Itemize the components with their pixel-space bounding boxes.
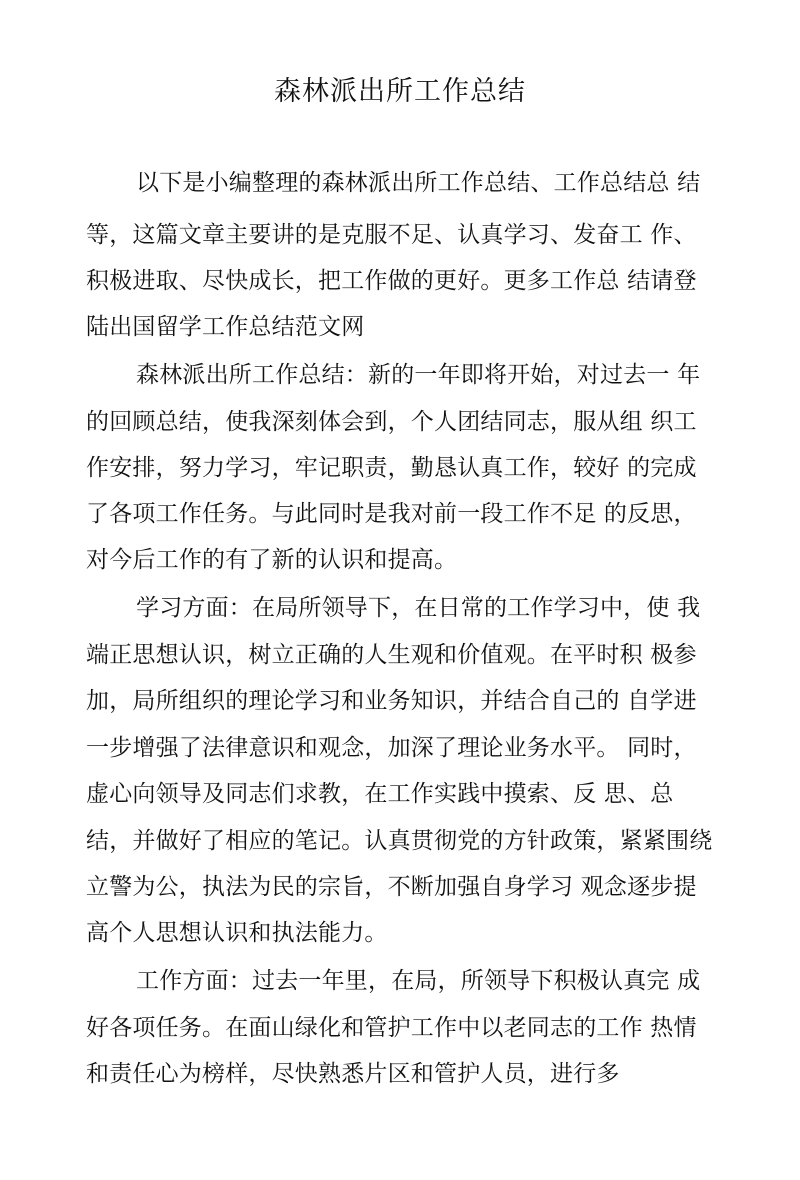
paragraph-line: 陆出国留学工作总结范文网 (86, 314, 365, 340)
paragraph-line: 好各项任务。在面山绿化和管护工作中以老同志的工作 热情 (86, 1015, 697, 1041)
document-title: 森林派出所工作总结 (274, 76, 526, 107)
paragraph-line: 工作方面：过去一年里，在局，所领导下积极认真完 成 (136, 968, 701, 994)
paragraph-line: 结，并做好了相应的笔记。认真贯彻党的方针政策，紧紧围绕 (86, 828, 713, 854)
paragraph-line: 的回顾总结，使我深刻体会到，个人团结同志，服从组 织工 (86, 409, 697, 435)
paragraph-line: 加，局所组织的理论学习和业务知识，并结合自己的 自学进 (86, 688, 697, 714)
paragraph-line: 了各项工作任务。与此同时是我对前一段工作不足 的反思， (86, 501, 697, 527)
paragraph-line: 森林派出所工作总结：新的一年即将开始，对过去一 年 (136, 362, 701, 388)
paragraph-line: 积极进取、尽快成长，把工作做的更好。更多工作总 结请登 (86, 268, 697, 294)
paragraph-line: 以下是小编整理的森林派出所工作总结、工作总结总 结 (136, 170, 701, 196)
paragraph-line: 端正思想认识，树立正确的人生观和价值观。在平时积 极参 (86, 642, 697, 668)
paragraph-line: 等，这篇文章主要讲的是克服不足、认真学习、发奋工 作、 (86, 222, 697, 248)
paragraph-line: 对今后工作的有了新的认识和提高。 (86, 547, 458, 573)
paragraph-line: 学习方面：在局所领导下，在日常的工作学习中，使 我 (136, 595, 701, 621)
paragraph-line: 立警为公，执法为民的宗旨，不断加强自身学习 观念逐步提 (86, 874, 697, 900)
paragraph-line: 作安排，努力学习，牢记职责，勤恳认真工作，较好 的完成 (86, 455, 697, 481)
paragraph-line: 虚心向领导及同志们求教，在工作实践中摸索、反 思、总 (86, 781, 674, 807)
paragraph-line: 一步增强了法律意识和观念，加深了理论业务水平。 同时， (86, 735, 697, 761)
paragraph-line: 高个人思想认识和执法能力。 (86, 920, 388, 946)
paragraph-line: 和责任心为榜样，尽快熟悉片区和管护人员，进行多 (86, 1061, 620, 1087)
